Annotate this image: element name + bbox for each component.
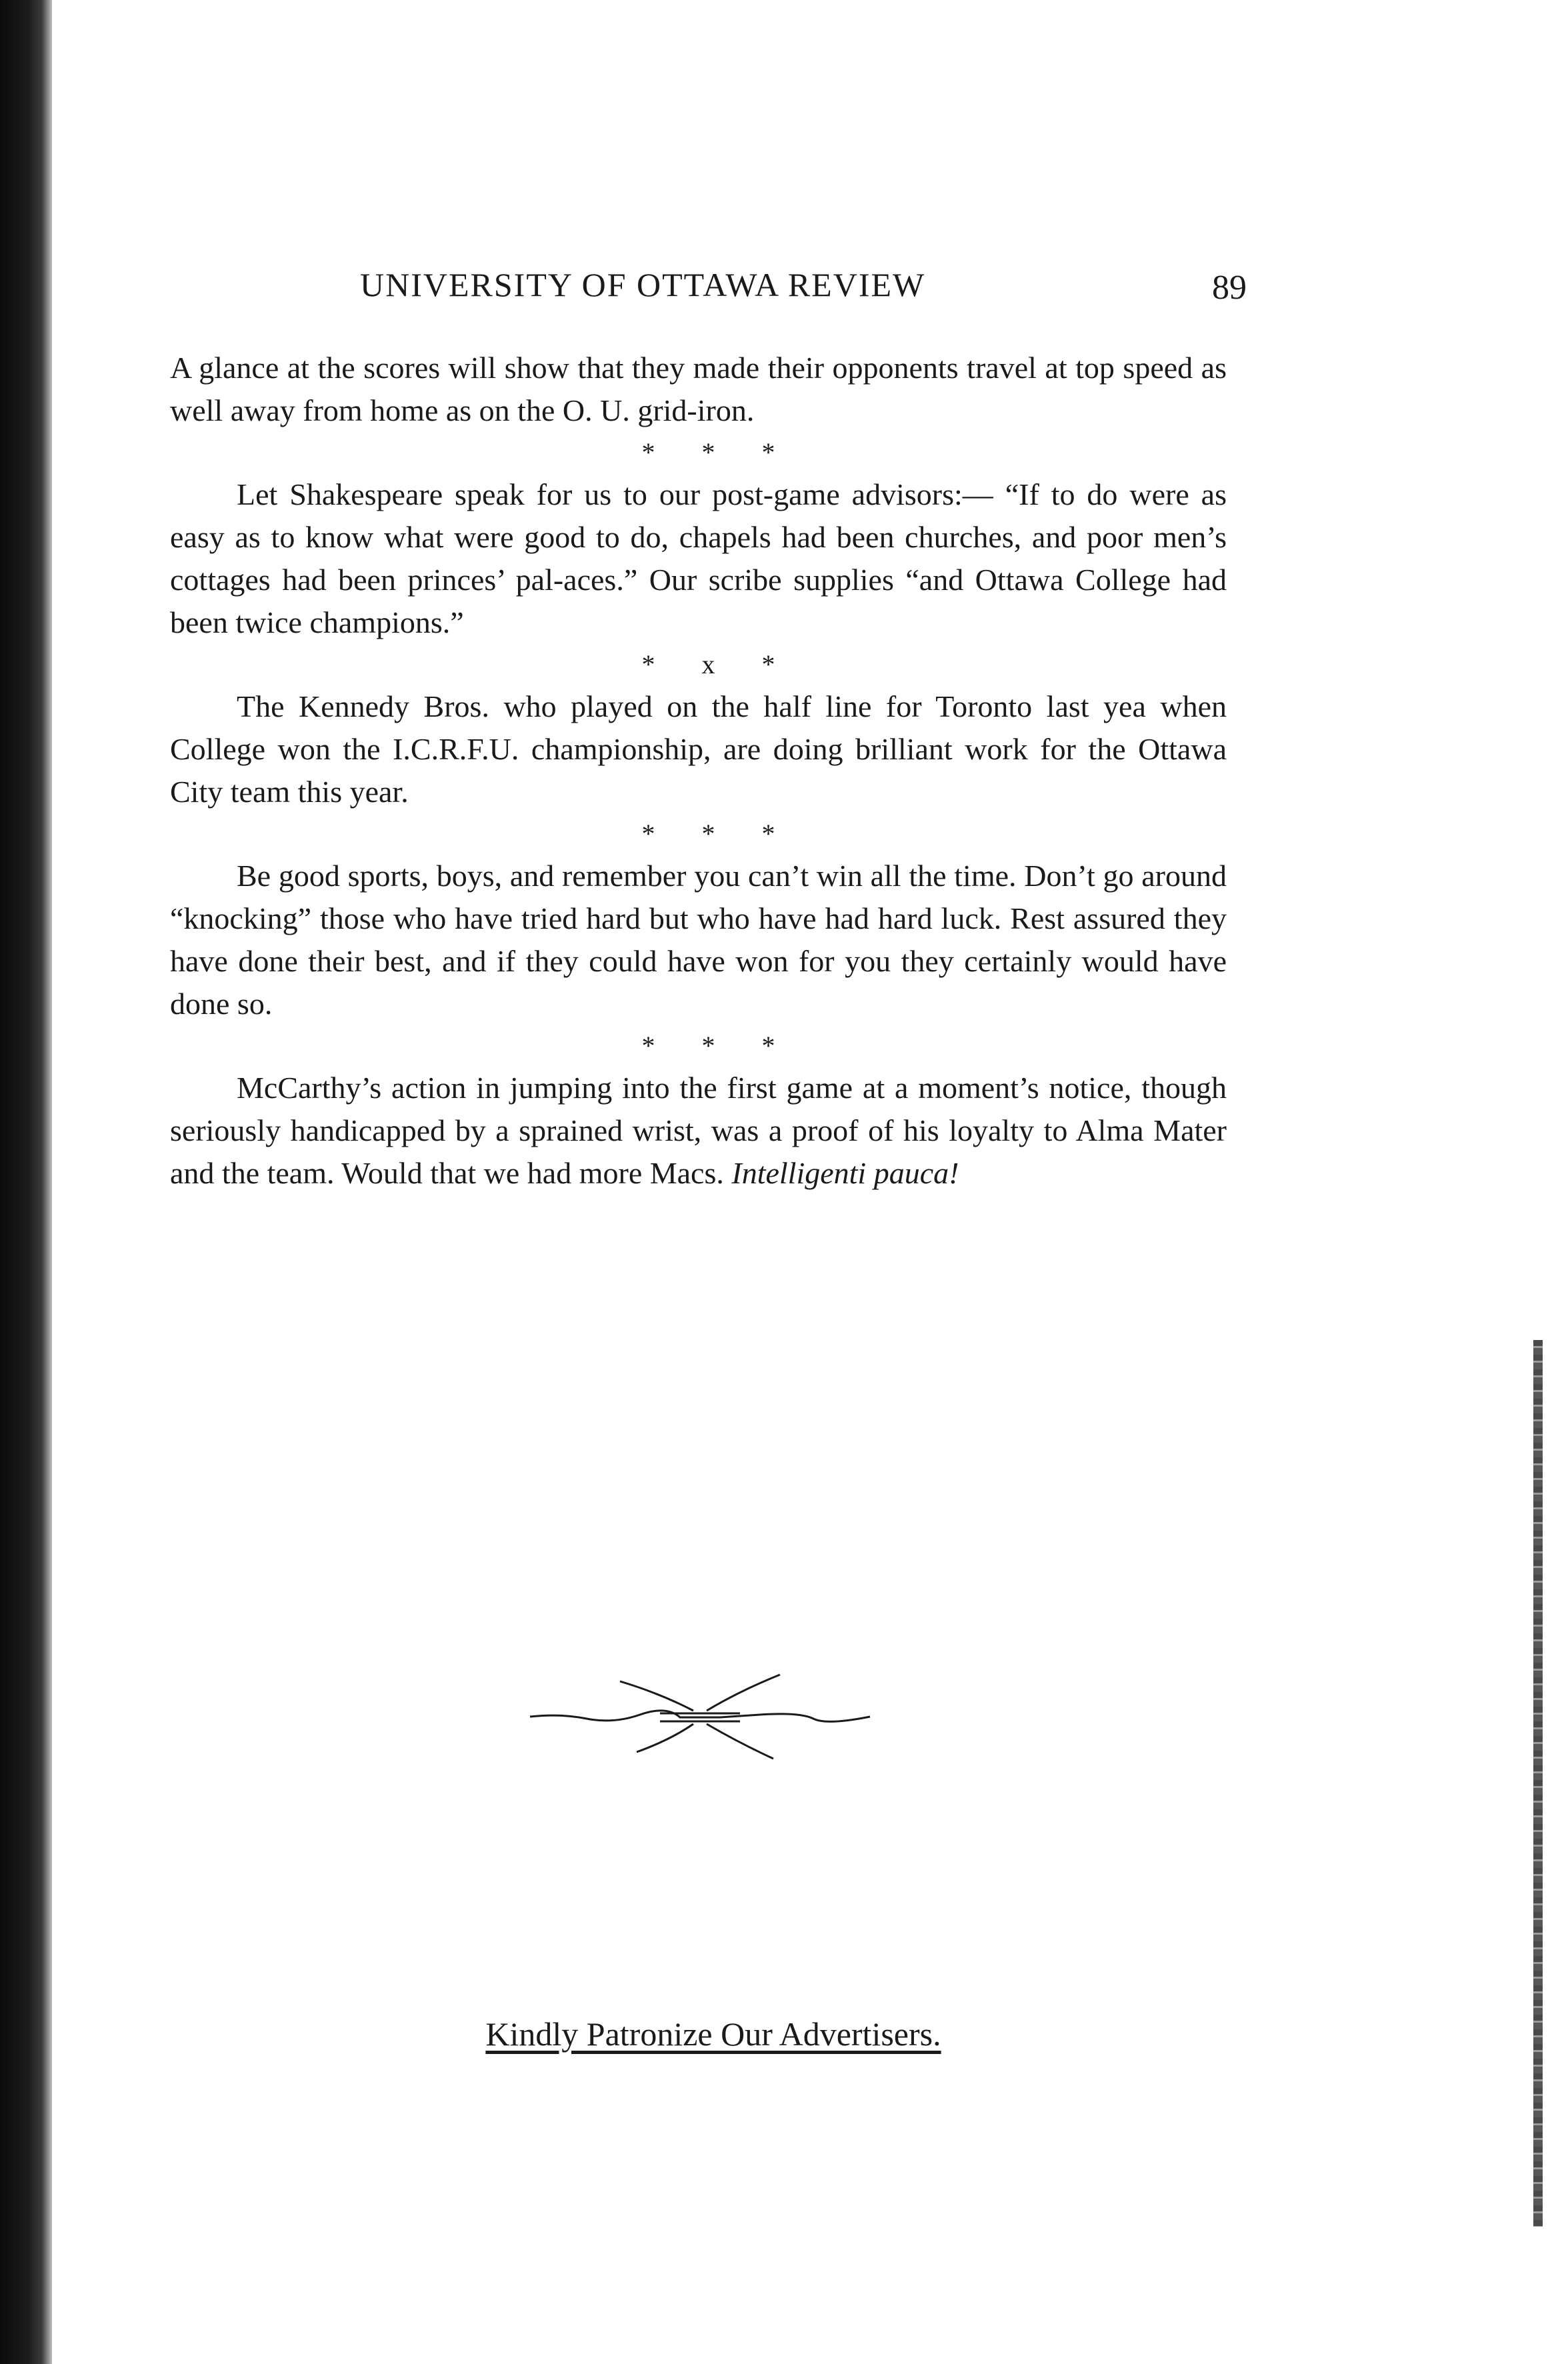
footer-advertisers-note: Kindly Patronize Our Advertisers.: [485, 2015, 941, 2053]
section-separator: * * *: [641, 1031, 795, 1061]
section-separator: * x *: [641, 649, 795, 679]
binding-edge: [0, 0, 52, 2364]
running-title: UNIVERSITY OF OTTAWA REVIEW: [360, 266, 926, 303]
paragraph-shakespeare: Let Shakespeare speak for us to our post-game advisors:— “If to do were as easy as to know what were good to do, chapels had been churches, and poor men’s cottages had been princes’ pal-aces.” Our scribe supplies “and Ottawa College had been twice champions.”: [170, 477, 1227, 639]
paragraph-kennedy: The Kennedy Bros. who played on the half line for Toronto last yea when College won the I.C.R.F.U. championship, are doing brilliant work for the Ottawa City team this year.: [170, 689, 1227, 809]
paragraph-mccarthy: [170, 1067, 1227, 1195]
section-separator: * * *: [641, 437, 795, 467]
paragraph-scores: A glance at the scores will show that they made their opponents travel at top speed as well away from home as on the O. U. grid-iron.: [170, 351, 1227, 427]
section-separator: * * *: [641, 819, 795, 849]
page-edge-shadow: [1533, 1340, 1543, 2227]
article-body: [170, 347, 1227, 1195]
closing-latin-phrase: Intelligenti pauca!: [731, 1156, 959, 1190]
mccarthy-text: McCarthy’s action in jumping into the first game at a moment’s notice, though seriously handicapped by a sprained wrist, was a proof of his loyalty to Alma Mater and the team. Would that we had more Macs.: [170, 1071, 1227, 1190]
ornament-divider: [527, 1667, 873, 1767]
paragraph-good-sports: Be good sports, boys, and remember you can’t win all the time. Don’t go around “knocking” those who have tried hard but who have had hard luck. Rest assured they have done their best, and if they could have won for you they certainly would have done so.: [170, 859, 1227, 1021]
page-header: [360, 265, 1247, 312]
page-number: 89: [1212, 269, 1247, 307]
